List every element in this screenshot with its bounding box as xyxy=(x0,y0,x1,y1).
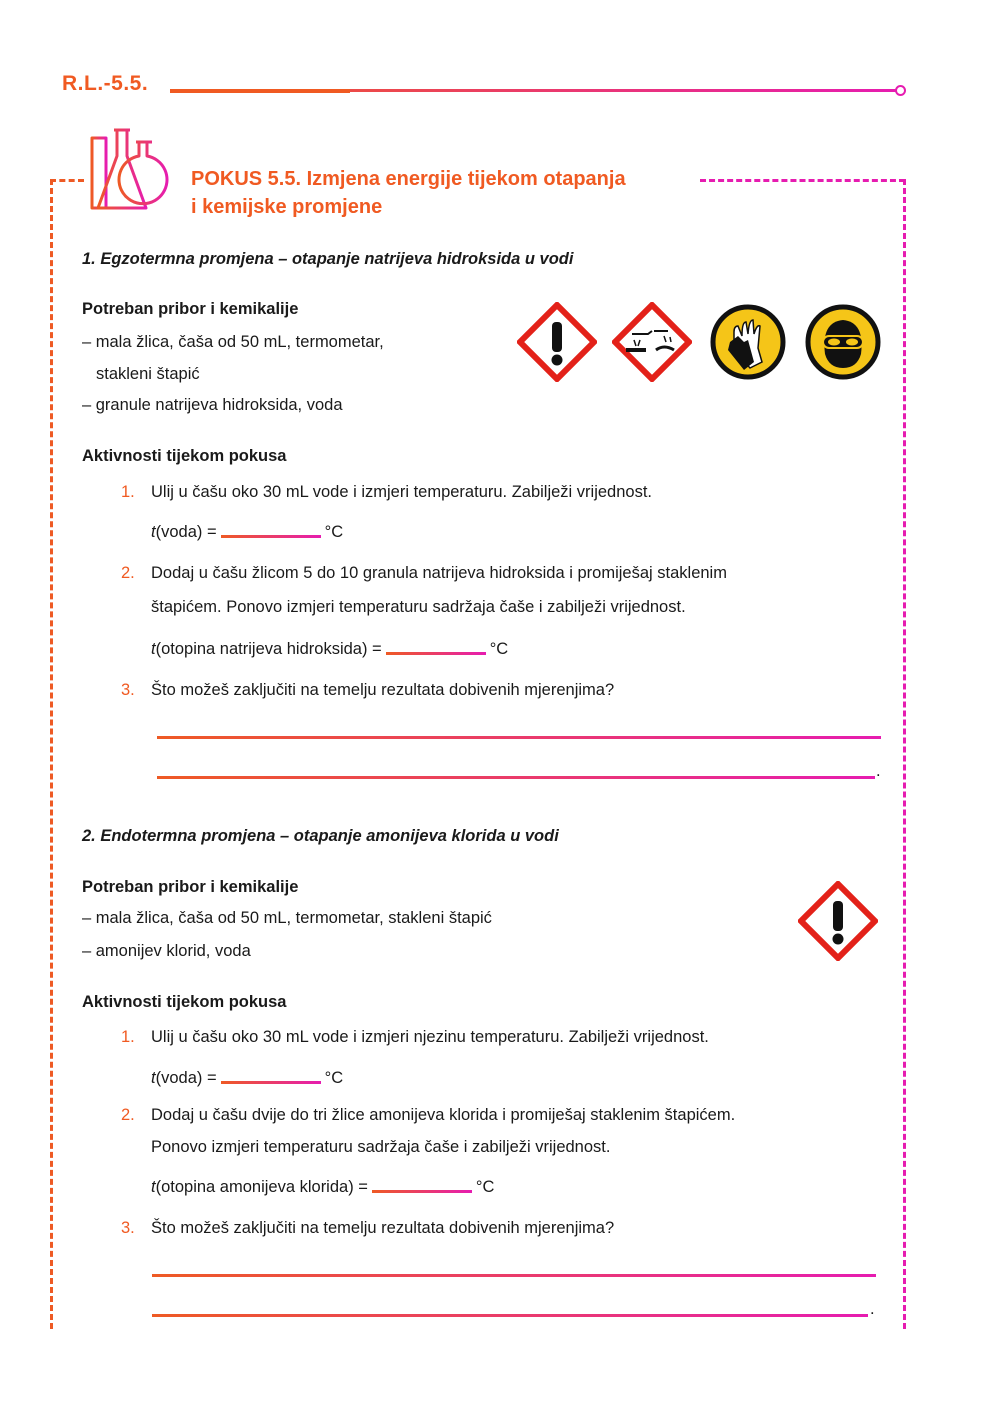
goggles-required-icon xyxy=(803,302,883,382)
formula-label: (voda) = xyxy=(155,523,217,541)
formula-label: (otopina amonijeva klorida) = xyxy=(155,1178,368,1196)
step-text: Ulij u čašu oko 30 mL vode i izmjeri njezinu temperaturu. Zabilježi vrijednost. xyxy=(151,1028,709,1046)
exclamation-hazard-icon xyxy=(517,302,597,382)
formula-symbol: t xyxy=(151,523,156,541)
end-period: . xyxy=(870,1300,875,1318)
formula-row xyxy=(151,523,343,542)
section-2-equipment-heading: Potreban pribor i kemikalije xyxy=(82,878,299,896)
section-2-equipment-item: – mala žlica, čaša od 50 mL, termometar, stakleni štapić xyxy=(82,909,492,927)
experiment-title xyxy=(191,165,691,221)
step-number: 1. xyxy=(121,1028,135,1046)
worksheet-code: R.L.-5.5. xyxy=(62,72,149,95)
answer-blank[interactable] xyxy=(386,652,486,655)
section-1-equipment-heading: Potreban pribor i kemikalije xyxy=(82,300,299,318)
step-text: Dodaj u čašu dvije do tri žlice amonijeva klorida i promiješaj staklenim štapićem. xyxy=(151,1106,736,1124)
formula-symbol: t xyxy=(151,640,156,658)
frame-left xyxy=(50,179,53,1329)
formula-symbol: t xyxy=(151,1069,156,1087)
section-2-title: 2. Endotermna promjena – otapanje amonijeva klorida u vodi xyxy=(82,827,559,845)
answer-line[interactable] xyxy=(157,736,881,739)
step-text: Što možeš zaključiti na temelju rezultata dobivenih mjerenjima? xyxy=(151,1219,615,1237)
exclamation-hazard-icon xyxy=(798,881,878,961)
frame-right xyxy=(903,179,906,1329)
formula-row xyxy=(151,1178,494,1197)
step-number: 3. xyxy=(121,681,135,699)
section-1-equipment-item: – granule natrijeva hidroksida, voda xyxy=(82,396,343,414)
formula-label: (voda) = xyxy=(155,1069,217,1087)
section-1-equipment-item: – mala žlica, čaša od 50 mL, termometar, xyxy=(82,333,384,351)
unit-label: °C xyxy=(475,1178,495,1196)
step-number: 1. xyxy=(121,483,135,501)
lab-flasks-icon xyxy=(86,126,176,216)
section-2-activities-heading: Aktivnosti tijekom pokusa xyxy=(82,993,287,1011)
step-text: štapićem. Ponovo izmjeri temperaturu sadržaja čaše i zabilježi vrijednost. xyxy=(151,598,686,616)
frame-top-left xyxy=(50,179,84,182)
answer-line[interactable] xyxy=(152,1314,868,1317)
answer-line[interactable] xyxy=(157,776,875,779)
unit-label: °C xyxy=(324,1069,344,1087)
step-text: Ulij u čašu oko 30 mL vode i izmjeri temperaturu. Zabilježi vrijednost. xyxy=(151,483,653,501)
answer-blank[interactable] xyxy=(372,1190,472,1193)
corrosive-hazard-icon xyxy=(612,302,692,382)
answer-blank[interactable] xyxy=(221,535,321,538)
section-1-activities-heading: Aktivnosti tijekom pokusa xyxy=(82,447,287,465)
step-text: Ponovo izmjeri temperaturu sadržaja čaše i zabilježi vrijednost. xyxy=(151,1138,611,1156)
step-number: 2. xyxy=(121,564,135,582)
header-rule-end-dot xyxy=(895,85,906,96)
answer-blank[interactable] xyxy=(221,1081,321,1084)
header-rule-accent xyxy=(170,89,350,93)
end-period: . xyxy=(876,762,881,780)
section-1-title: 1. Egzotermna promjena – otapanje natrijeva hidroksida u vodi xyxy=(82,250,574,268)
formula-label: (otopina natrijeva hidroksida) = xyxy=(155,640,382,658)
step-text: Što možeš zaključiti na temelju rezultata dobivenih mjerenjima? xyxy=(151,681,615,699)
step-text: Dodaj u čašu žlicom 5 do 10 granula natrijeva hidroksida i promiješaj staklenim xyxy=(151,564,727,582)
unit-label: °C xyxy=(324,523,344,541)
section-2-equipment-item: – amonijev klorid, voda xyxy=(82,942,251,960)
step-number: 3. xyxy=(121,1219,135,1237)
frame-top-right xyxy=(700,179,905,182)
title-line-1: POKUS 5.5. Izmjena energije tijekom otapanja xyxy=(191,168,626,190)
unit-label: °C xyxy=(489,640,509,658)
title-line-2: i kemijske promjene xyxy=(191,196,383,218)
gloves-required-icon xyxy=(708,302,788,382)
formula-row xyxy=(151,1069,343,1088)
formula-row xyxy=(151,640,508,659)
answer-line[interactable] xyxy=(152,1274,876,1277)
section-1-equipment-item: stakleni štapić xyxy=(96,365,200,383)
formula-symbol: t xyxy=(151,1178,156,1196)
step-number: 2. xyxy=(121,1106,135,1124)
